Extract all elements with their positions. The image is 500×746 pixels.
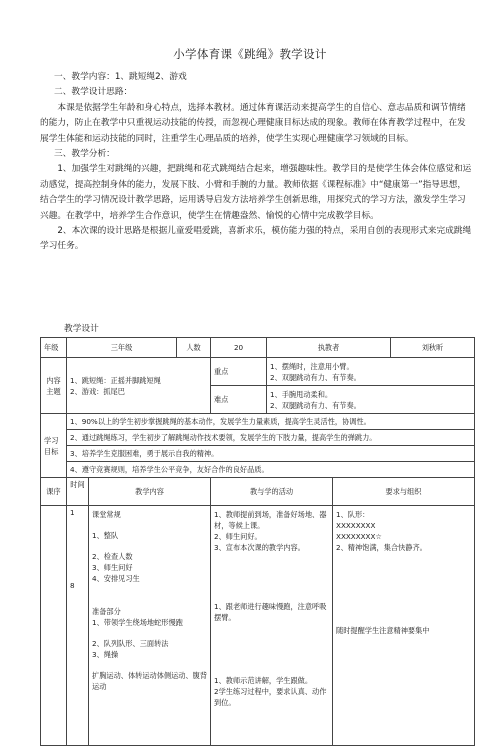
content-item: 1、带领学生绕场地蛇形慢跑 (92, 618, 183, 627)
key-line: 1、摆绳时，注意用小臂。 (270, 361, 354, 371)
content-item: 2、检查人数 (92, 552, 133, 561)
time-value: 8 (70, 581, 75, 590)
section-heading-analysis: 三、教学分析： (54, 149, 115, 160)
content-item: 1、整队 (92, 531, 119, 540)
goal-item: 4、遵守竞赛规则，培养学生公平竞争，友好合作的良好品质。 (67, 462, 475, 478)
activity-item: 1、教师示范讲解，学生跟做。 (214, 676, 313, 685)
key-label: 重点 (211, 358, 267, 386)
order-cell (41, 506, 67, 746)
content-line: 2、游戏：抓尾巴 (70, 386, 125, 396)
content-item: 3、师生问好 (92, 563, 133, 572)
count-value: 20 (211, 338, 267, 358)
header-requirements: 要求与组织 (333, 478, 475, 506)
teaching-content-cell (89, 506, 211, 746)
content-line: 1、跳短绳：正摇并脚跳短绳 (70, 375, 161, 385)
difficulty-line: 2、双腿跳动有力、有节奏。 (270, 400, 361, 410)
requirements-cell (333, 506, 475, 746)
table-caption: 教学设计 (64, 324, 99, 334)
content-label: 内容主题 (41, 358, 67, 414)
key-cell (267, 358, 475, 386)
grade-label: 年级 (41, 338, 67, 358)
activity-item: 3、宣布本次课的教学内容。 (214, 543, 305, 552)
teacher-label: 执教者 (267, 338, 391, 358)
table-row (41, 446, 475, 462)
document-title: 小学体育课《跳绳》教学设计 (173, 47, 327, 61)
paragraph-analysis-1: 1、加强学生对跳绳的兴趣，把跳绳和花式跳绳结合起来，增强趣味性。教学目的是使学生体会体位感觉和运动感觉，提高控制身体的能力，发展下肢、小臂和手腕的力量。教师依据《课程标准》中“健康第一”指导思想，结合学生的学习情况设计教学思路，运用诱导启发方法培养学生创新思维，用探究式的学习方法，激发学生学习兴趣。在教学中，培养学生合作意识，使学生在情趣盎然、愉悦的心情中完成教学目标。 (40, 164, 472, 221)
table-header-row (41, 478, 475, 506)
content-item: 课堂常规 (92, 510, 121, 519)
document-body (40, 70, 474, 255)
content-item: 准备部分 (92, 607, 121, 616)
lesson-plan-table (40, 337, 475, 746)
requirement-item: 2、精神饱满，集合快静齐。 (336, 543, 427, 552)
header-content: 教学内容 (89, 478, 211, 506)
paragraph-design: 本课是依据学生年龄和身心特点，选择本教材。通过体育课活动来提高学生的自信心、意志品质和调节情绪的能力，防止在教学中只重视运动技能的传授，而忽视心理健康目标达成的现象。教师在体育教学过程中，在发展学生体能和运动技能的同时，注重学生心理品质的培养，使学生实现心理健康学习领域的目标。 (40, 102, 466, 144)
formation-row: XXXXXXXX☆ (336, 532, 382, 541)
formation-row: XXXXXXXX (336, 521, 376, 530)
activity-item: 1、教师提前到场，准备好场地、器材，等候上课。 (214, 510, 327, 530)
activity-cell (211, 506, 333, 746)
content-cell (67, 358, 211, 414)
header-activity: 教与学的活动 (211, 478, 333, 506)
grade-value: 三年级 (67, 338, 177, 358)
activity-item: 2、师生问好。 (214, 532, 262, 541)
header-order: 课序 (41, 478, 67, 506)
table-row (41, 462, 475, 478)
header-time: 时间 (67, 478, 89, 506)
requirement-item: 随时提醒学生注意精神要集中 (336, 626, 430, 635)
activity-item: 2学生练习过程中，要求认真、动作到位。 (214, 687, 327, 707)
time-cell (67, 506, 89, 746)
paragraph-analysis-2: 2、本次课的设计思路是根据儿童爱唱爱跳，喜新求乐，模仿能力强的特点，采用自创的表现形式来完成跳绳学习任务。 (40, 226, 472, 252)
teacher-value: 刘秋昕 (391, 338, 475, 358)
goal-label: 学习目标 (41, 414, 67, 478)
table-row (41, 430, 475, 446)
goal-item: 2、通过跳绳练习，学生初步了解跳绳动作技术要领，发展学生的下肢力量，提高学生的弹跳力。 (67, 430, 475, 446)
section-heading-design: 二、教学设计思路： (54, 87, 133, 98)
key-line: 2、双腿跳动有力、有节奏。 (270, 372, 361, 382)
content-item: 扩胸运动、体转运动体侧运动、腹背运动 (92, 671, 208, 691)
table-row (41, 358, 475, 386)
difficulty-cell (267, 386, 475, 414)
content-item: 2、队列队形、三面转法 (92, 639, 169, 648)
table-row (41, 506, 475, 746)
content-item: 4、安排见习生 (92, 574, 140, 583)
difficulty-label: 难点 (211, 386, 267, 414)
requirement-item: 1、队形： (336, 510, 370, 519)
table-row (41, 338, 475, 358)
goal-item: 3、培养学生克服困难，勇于展示自我的精神。 (67, 446, 475, 462)
order-value: 1 (70, 508, 75, 517)
table-row (41, 414, 475, 430)
goal-item: 1、90%以上的学生初步掌握跳绳的基本动作，发展学生力量素质，提高学生灵活性，协调性。 (67, 414, 475, 430)
content-item: 3、绳操 (92, 650, 119, 659)
difficulty-line: 1、手腕甩动柔和。 (270, 389, 333, 399)
section-heading-content: 一、教学内容：1、跳短绳2、游戏 (54, 72, 187, 82)
count-label: 人数 (177, 338, 211, 358)
activity-item: 1、跟老师进行趣味慢跑，注意呼吸摆臂。 (214, 602, 327, 622)
